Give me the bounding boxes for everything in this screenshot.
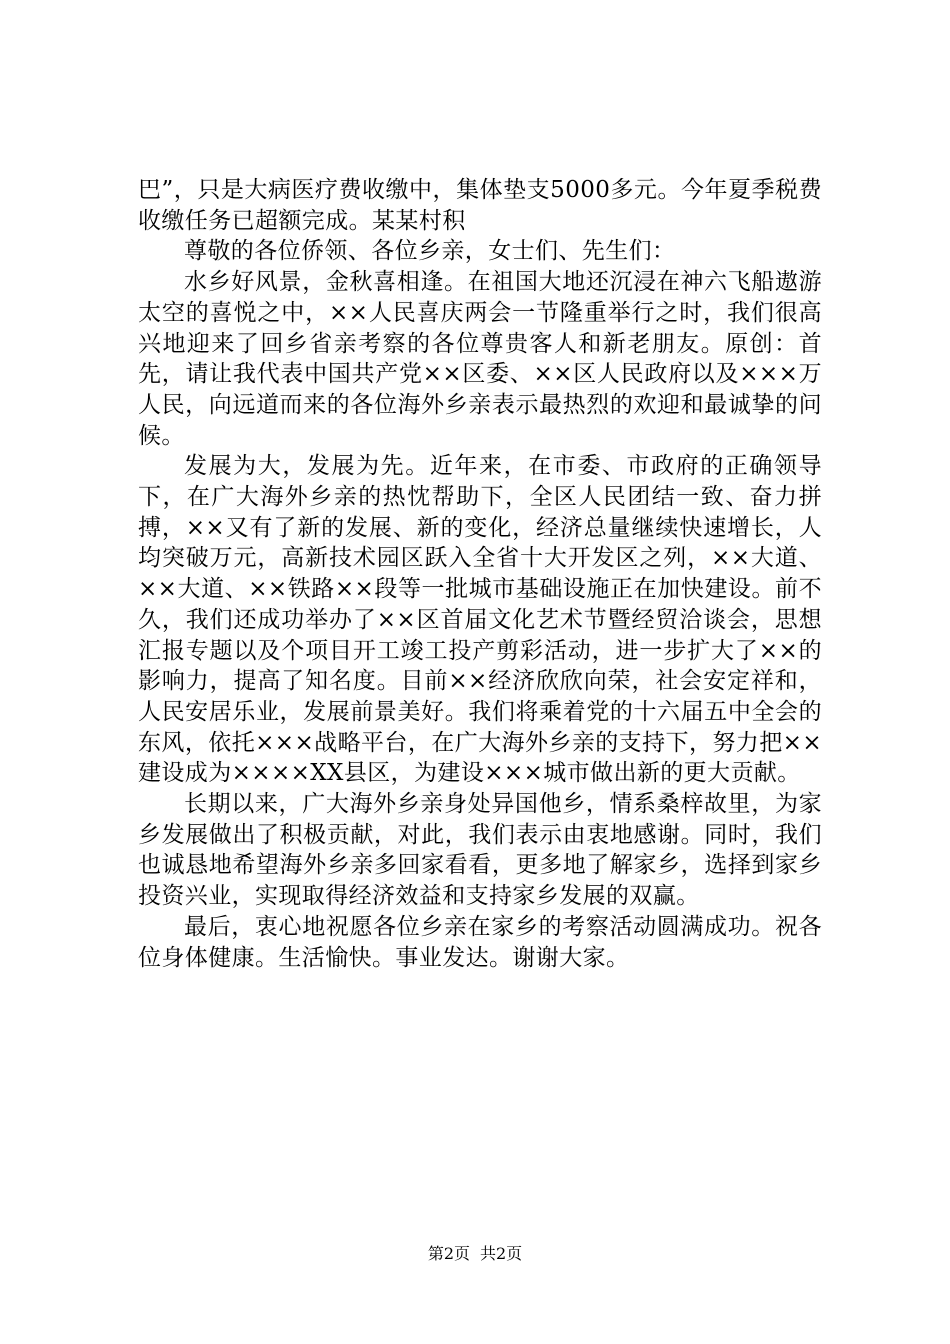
paragraph-thanks: 长期以来，广大海外乡亲身处异国他乡，情系桑梓故里，为家乡发展做出了积极贡献，对此，我们表示由衷地感谢。同时，我们也诚恳地希望海外乡亲多回家看看，更多地了解家乡，选择到家乡投资兴业，实现取得经济效益和支持家乡发展的双赢。: [138, 791, 822, 910]
document-body: [138, 175, 822, 973]
page-number: 第2页: [427, 1244, 470, 1263]
page-total: 共2页: [480, 1244, 523, 1263]
paragraph-closing: 最后，衷心地祝愿各位乡亲在家乡的考察活动圆满成功。祝各位身体健康。生活愉快。事业发达。谢谢大家。: [138, 913, 822, 971]
paragraph-development: 发展为大，发展为先。近年来，在市委、市政府的正确领导下，在广大海外乡亲的热忱帮助下，全区人民团结一致、奋力拼搏，××又有了新的发展、新的变化，经济总量继续快速增长，人均突破万元，高新技术园区跃入全省十大开发区之列，××大道、××大道、××铁路××段等一批城市基础设施正在加快建设。前不久，我们还成功举办了××区首届文化艺术节暨经贸洽谈会，思想汇报专题以及个项目开工竣工投产剪彩活动，进一步扩大了××的影响力，提高了知名度。目前××经济欣欣向荣，社会安定祥和，人民安居乐业，发展前景美好。我们将乘着党的十六届五中全会的东风，依托×××战略平台，在广大海外乡亲的支持下，努力把××建设成为××××XX县区，为建设×××城市做出新的更大贡献。: [138, 453, 822, 787]
paragraph-salutation: 尊敬的各位侨领、各位乡亲，女士们、先生们：: [184, 238, 676, 265]
paragraph-welcome: 水乡好风景，金秋喜相逢。在祖国大地还沉浸在神六飞船遨游太空的喜悦之中，××人民喜庆两会一节隆重举行之时，我们很高兴地迎来了回乡省亲考察的各位尊贵客人和新老朋友。原创：首先，请让我代表中国共产党××区委、××区人民政府以及×××万人民，向远道而来的各位海外乡亲表示最热烈的欢迎和最诚挚的问候。: [138, 269, 822, 449]
page-footer: [0, 1244, 950, 1264]
paragraph-continuation: 巴”，只是大病医疗费收缴中，集体垫支5000多元。今年夏季税费收缴任务已超额完成。某某村积: [138, 177, 822, 234]
